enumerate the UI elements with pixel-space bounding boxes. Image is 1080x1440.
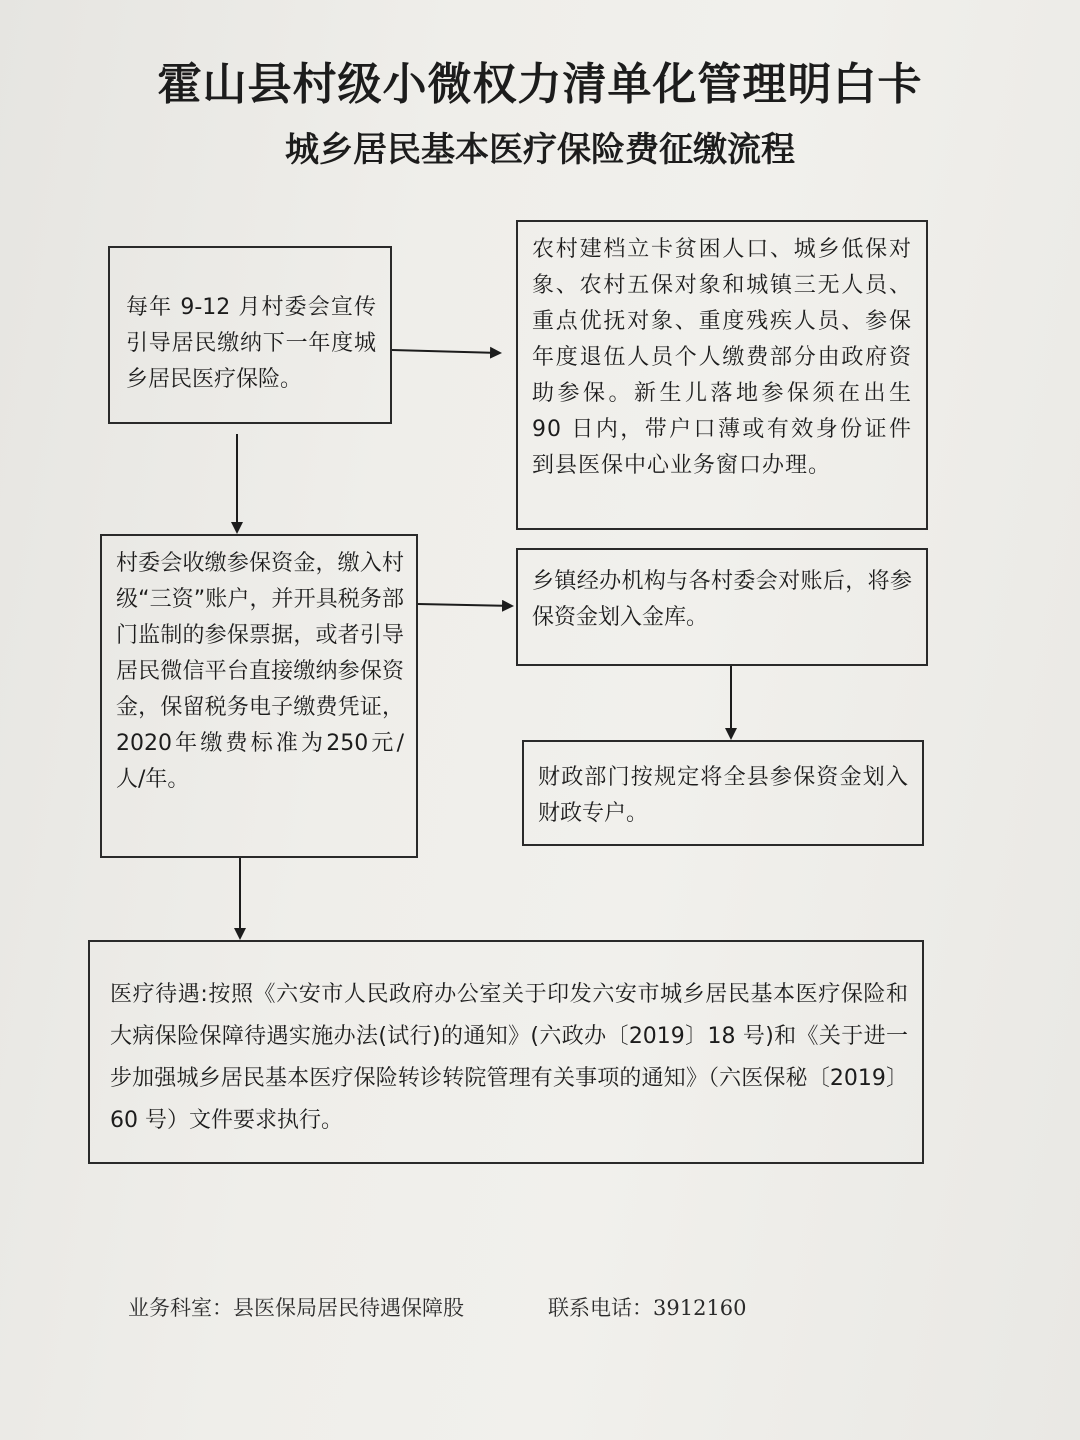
step-text-reconciliation: 乡镇经办机构与各村委会对账后，将参保资金划入金库。: [532, 569, 912, 630]
step-text-publicity: 每年 9-12 月村委会宣传引导居民缴纳下一年度城乡居民医疗保险。: [126, 295, 376, 392]
step-box-publicity: [108, 246, 392, 424]
step-text-government-subsidy: 农村建档立卡贫困人口、城乡低保对象、农村五保对象和城镇三无人员、重点优抚对象、重度残疾人员、参保年度退伍人员个人缴费部分由政府资助参保。新生儿落地参保须在出生 90 日内，带户口薄或有效身份证件到县医保中心业务窗口办理。: [532, 237, 912, 478]
footer-department: 业务科室：县医保局居民待遇保障股: [128, 1296, 464, 1320]
footer-phone: 联系电话：3912160: [548, 1296, 747, 1320]
step-box-government-subsidy: [516, 220, 928, 530]
page-title: 霍山县村级小微权力清单化管理明白卡: [157, 59, 923, 110]
step-box-medical-treatment: [88, 940, 924, 1164]
step-box-fund-collection: [100, 534, 418, 858]
step-box-finance-transfer: [522, 740, 924, 846]
page-subtitle: 城乡居民基本医疗保险费征缴流程: [285, 130, 795, 170]
step-text-fund-collection: 村委会收缴参保资金，缴入村级“三资”账户，并开具税务部门监制的参保票据，或者引导居民微信平台直接缴纳参保资金，保留税务电子缴费凭证，2020年缴费标准为250元/人/年。: [116, 551, 404, 792]
step-box-reconciliation: [516, 548, 928, 666]
step-text-finance-transfer: 财政部门按规定将全县参保资金划入财政专户。: [538, 765, 908, 826]
step-text-medical-treatment: 医疗待遇:按照《六安市人民政府办公室关于印发六安市城乡居民基本医疗保险和大病保险保障待遇实施办法(试行)的通知》(六政办〔2019〕18 号)和《关于进一步加强城乡居民基本医疗保险转诊转院管理有关事项的通知》（六医保秘〔2019〕60 号）文件要求执行。: [110, 982, 908, 1133]
